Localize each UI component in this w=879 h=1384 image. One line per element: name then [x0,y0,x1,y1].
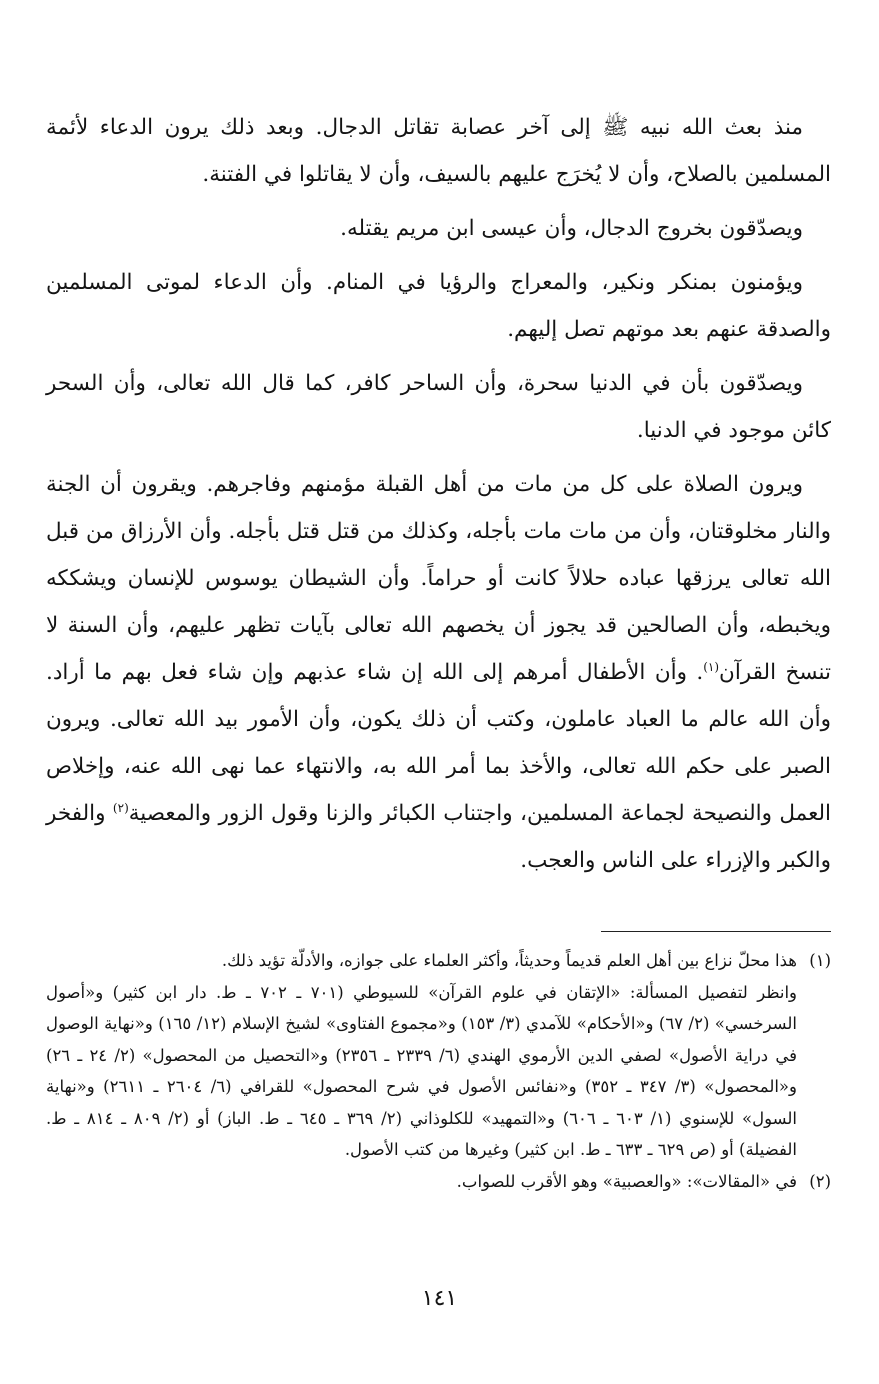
footnote-text: وانظر لتفصيل المسألة: «الإتقان في علوم القرآن» للسيوطي (٧٠١ ـ ٧٠٢ ـ ط. دار ابن كثير) و«أصول السرخسي» (٢/ ٦٧) و«الأحكام» للآمدي (٣/ ١٥٣) و«مجموع الفتاوى» لشيخ الإسلام (١٢/ ١٦٥) و«نهاية الوصول في دراية الأصول» لصفي الدين الأرموي الهندي (٦/ ٢٣٣٩ ـ ٢٣٥٦) و«التحصيل من المحصول» (٢/ ٢٤ ـ ٢٦) و«المحصول» (٣/ ٣٤٧ ـ ٣٥٢) و«نفائس الأصول في شرح المحصول» للقرافي (٦/ ٢٦٠٤ ـ ٢٦١١) و«نهاية السول» للإسنوي (١/ ٦٠٣ ـ ٦٠٦) و«التمهيد» للكلوذاني (٢/ ٣٦٩ ـ ٦٤٥ ـ ط. الباز) أو (٢/ ٨٠٩ ـ ٨١٤ ـ ط. الفضيلة) أو (ص ٦٢٩ ـ ٦٣٣ ـ ط. ابن كثير) وغيرها من كتب الأصول. [46,982,798,1159]
paragraph-5 [46,461,831,884]
paragraph-text: منذ بعث الله نبيه ﷺ إلى آخر عصابة تقاتل الدجال. وبعد ذلك يرون الدعاء لأئمة المسلمين بالصلاح، وأن لا يُخرَج عليهم بالسيف، وأن لا يقاتلوا في الفتنة. [46,115,831,187]
footnotes [46,945,831,1197]
paragraph-text: . وأن الأطفال أمرهم إلى الله إن شاء عذبهم وإن شاء فعل بهم ما أراد. وأن الله عالم ما العباد عاملون، وكتب أن ذلك يكون، وأن الأمور بيد الله تعالى. ويرون الصبر على حكم الله تعالى، والأخذ بما أمر الله به، والانتهاء عما نهى الله عنه، وإخلاص العمل والنصيحة لجماعة المسلمين، واجتناب الكبائر والزنا وقول الزور والمعصية [46,660,831,826]
footnote-text: في «المقالات»: «والعصبية» وهو الأقرب للصواب. [456,1171,797,1191]
paragraph-4 [46,360,831,454]
paragraph-text: والفخر والكبر والإزراء على الناس والعجب. [46,801,831,873]
footnote-divider [601,931,831,932]
paragraph-text: ويصدّقون بأن في الدنيا سحرة، وأن الساحر كافر، كما قال الله تعالى، وأن السحر كائن موجود في الدنيا. [46,371,831,443]
footnote-mark: (١) [809,951,831,970]
footnote-text: هذا محلّ نزاع بين أهل العلم قديماً وحديثاً، وأكثر العلماء على جوازه، والأدلّة تؤيد ذلك. [221,951,797,970]
paragraph-text: ويرون الصلاة على كل من مات من أهل القبلة مؤمنهم وفاجرهم. ويقرون أن الجنة والنار مخلوقتان، وأن من مات مات بأجله، وكذلك من قتل قتل بأجله. وأن الأرزاق من قبل الله تعالى يرزقها عباده حلالاً كانت أو حراماً. وأن الشيطان يوسوس للإنسان ويشككه ويخبطه، وأن الصالحين قد يجوز أن يخصهم الله تعالى بآيات تظهر عليهم، وأن السنة لا تنسخ القرآن [46,472,831,685]
footnote-reference-1[interactable]: (١) [703,659,720,674]
footnote-1 [46,945,831,1166]
footnote-mark: (٢) [809,1171,831,1191]
paragraph-text: ويصدّقون بخروج الدجال، وأن عيسى ابن مريم يقتله. [340,216,803,241]
paragraph-2 [46,205,831,252]
paragraph-1 [46,104,831,198]
paragraph-3 [46,259,831,353]
footnote-2 [46,1166,831,1198]
footnote-reference-2[interactable]: (٢) [112,800,129,815]
main-text [46,104,831,891]
paragraph-text: ويؤمنون بمنكر ونكير، والمعراج والرؤيا في المنام. وأن الدعاء لموتى المسلمين والصدقة عنهم بعد موتهم تصل إليهم. [46,270,831,342]
page-number: ١٤١ [421,1286,458,1311]
